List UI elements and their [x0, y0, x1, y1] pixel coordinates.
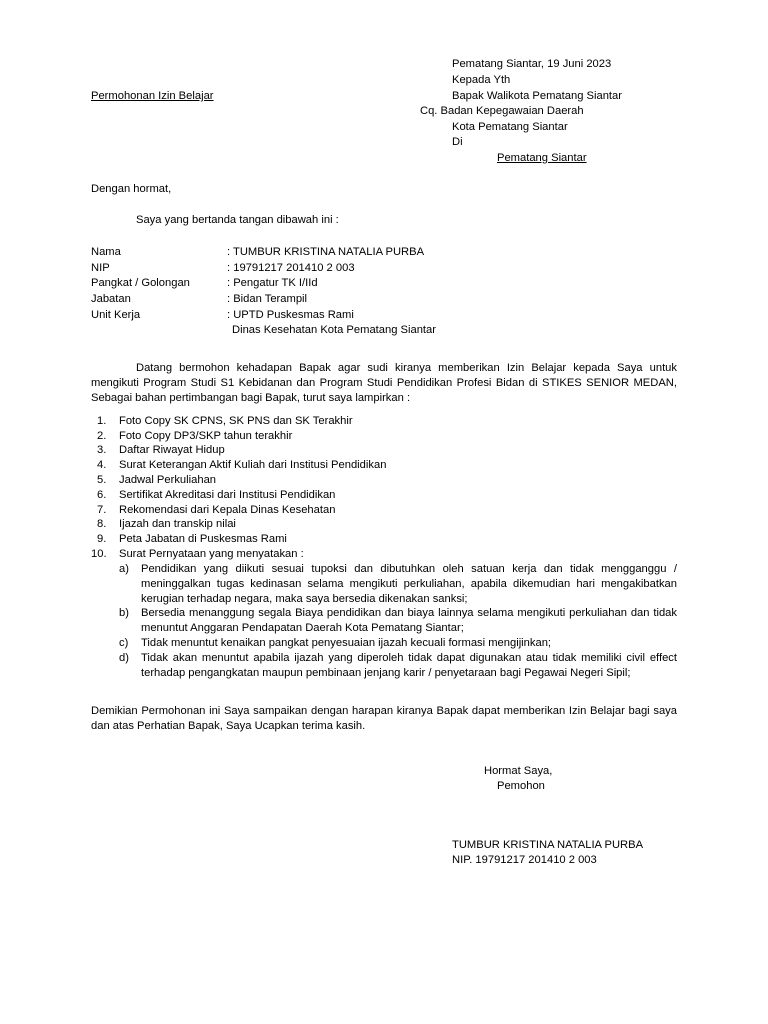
signatory-name: TUMBUR KRISTINA NATALIA PURBA: [452, 839, 644, 851]
identity-value-unit-line2: Dinas Kesehatan Kota Pematang Siantar: [232, 324, 436, 336]
list-number: 6.: [97, 489, 107, 501]
statement-letter: a): [119, 563, 129, 575]
recipient-cq: Cq. Badan Kepegawaian Daerah: [420, 105, 584, 117]
statement-letter: b): [119, 607, 129, 619]
list-number: 5.: [97, 474, 107, 486]
list-text: Rekomendasi dari Kepala Dinas Kesehatan: [119, 504, 336, 516]
applicant-label: Pemohon: [497, 780, 545, 792]
list-number: 9.: [97, 533, 107, 545]
statement-letter: c): [119, 637, 129, 649]
list-text: Surat Pernyataan yang menyatakan :: [119, 548, 304, 560]
recipient-di: Di: [452, 136, 463, 148]
list-item: [91, 443, 677, 458]
identity-label: NIP: [91, 262, 110, 274]
list-number: 4.: [97, 459, 107, 471]
list-number: 10.: [91, 548, 107, 560]
recipient: Bapak Walikota Pematang Siantar: [452, 90, 622, 102]
identity-value: : Pengatur TK I/IId: [227, 277, 318, 289]
list-item: [91, 429, 677, 444]
list-text: Peta Jabatan di Puskesmas Rami: [119, 533, 287, 545]
identity-value: : UPTD Puskesmas Rami: [227, 309, 354, 321]
recipient-city: Pematang Siantar: [497, 152, 587, 164]
statement-text: Bersedia menanggung segala Biaya pendidikan dan biaya lainnya selama mengikuti perkuliahan dan tidak menuntut Anggaran Pendapatan Daerah Kota Pematang Siantar;: [141, 607, 677, 634]
list-number: 7.: [97, 504, 107, 516]
list-text: Foto Copy SK CPNS, SK PNS dan SK Terakhir: [119, 415, 353, 427]
identity-value: : TUMBUR KRISTINA NATALIA PURBA: [227, 246, 425, 258]
statement-text: Pendidikan yang diikuti sesuai tupoksi dan dibutuhkan oleh satuan kerja dan tidak mengganggu / meninggalkan tugas kedinasan selama mengikuti perkuliahan, apabila dikemudian hari mengakibatkan kerugian terhadap negara, maka saya bersedia dikenakan sanksi;: [141, 563, 677, 605]
list-item: [91, 473, 677, 488]
identity-value: : 19791217 201410 2 003: [227, 262, 355, 274]
list-text: Jadwal Perkuliahan: [119, 474, 217, 486]
place-date: Pematang Siantar, 19 Juni 2023: [452, 58, 612, 70]
signatory-nip: NIP. 19791217 201410 2 003: [452, 854, 597, 866]
list-item: [91, 503, 677, 518]
list-text: Foto Copy DP3/SKP tahun terakhir: [119, 430, 293, 442]
request-paragraph: [91, 361, 677, 406]
kepada-yth: Kepada Yth: [452, 74, 511, 86]
list-item: [91, 458, 677, 473]
recipient-kota: Kota Pematang Siantar: [452, 121, 568, 133]
list-item: [91, 517, 677, 532]
list-item: [91, 532, 677, 547]
identity-label: Unit Kerja: [91, 309, 141, 321]
identity-value: : Bidan Terampil: [227, 293, 308, 305]
letter-subject: Permohonan Izin Belajar: [91, 90, 214, 102]
list-item: [91, 488, 677, 503]
identity-label: Jabatan: [91, 293, 131, 305]
list-number: 8.: [97, 518, 107, 530]
list-number: 2.: [97, 430, 107, 442]
list-text: Daftar Riwayat Hidup: [119, 444, 225, 456]
identity-label: Pangkat / Golongan: [91, 277, 190, 289]
statement-letter: d): [119, 652, 129, 664]
salutation: Dengan hormat,: [91, 183, 172, 195]
closing-greeting: Hormat Saya,: [484, 765, 553, 777]
list-item: [91, 414, 677, 429]
list-number: 1.: [97, 415, 107, 427]
list-text: Ijazah dan transkip nilai: [119, 518, 236, 530]
list-number: 3.: [97, 444, 107, 456]
statement-text: Tidak akan menuntut apabila ijazah yang diperoleh tidak dapat digunakan atau tidak memiliki civil effect terhadap pengangkatan maupun pembinaan jenjang karir / penyetaraan bagi Pegawai Negeri Sipil;: [141, 652, 677, 679]
closing-paragraph: Demikian Permohonan ini Saya sampaikan dengan harapan kiranya Bapak dapat memberikan Izin Belajar bagi saya dan atas Perhatian Bapak, Saya Ucapkan terima kasih.: [91, 705, 677, 732]
list-item: [91, 547, 677, 562]
intro-line: Saya yang bertanda tangan dibawah ini :: [136, 214, 339, 226]
list-text: Surat Keterangan Aktif Kuliah dari Institusi Pendidikan: [119, 459, 387, 471]
request-paragraph-text: Datang bermohon kehadapan Bapak agar sudi kiranya memberikan Izin Belajar kepada Saya untuk mengikuti Program Studi S1 Kebidanan dan Program Studi Pendidikan Profesi Bidan di STIKES SENIOR MEDAN, Sebagai bahan pertimbangan bagi Bapak, turut saya lampirkan :: [91, 362, 677, 404]
list-text: Sertifikat Akreditasi dari Institusi Pendidikan: [119, 489, 336, 501]
statement-text: Tidak menuntut kenaikan pangkat penyesuaian ijazah kecuali formasi mengijinkan;: [141, 637, 552, 649]
identity-label: Nama: [91, 246, 121, 258]
